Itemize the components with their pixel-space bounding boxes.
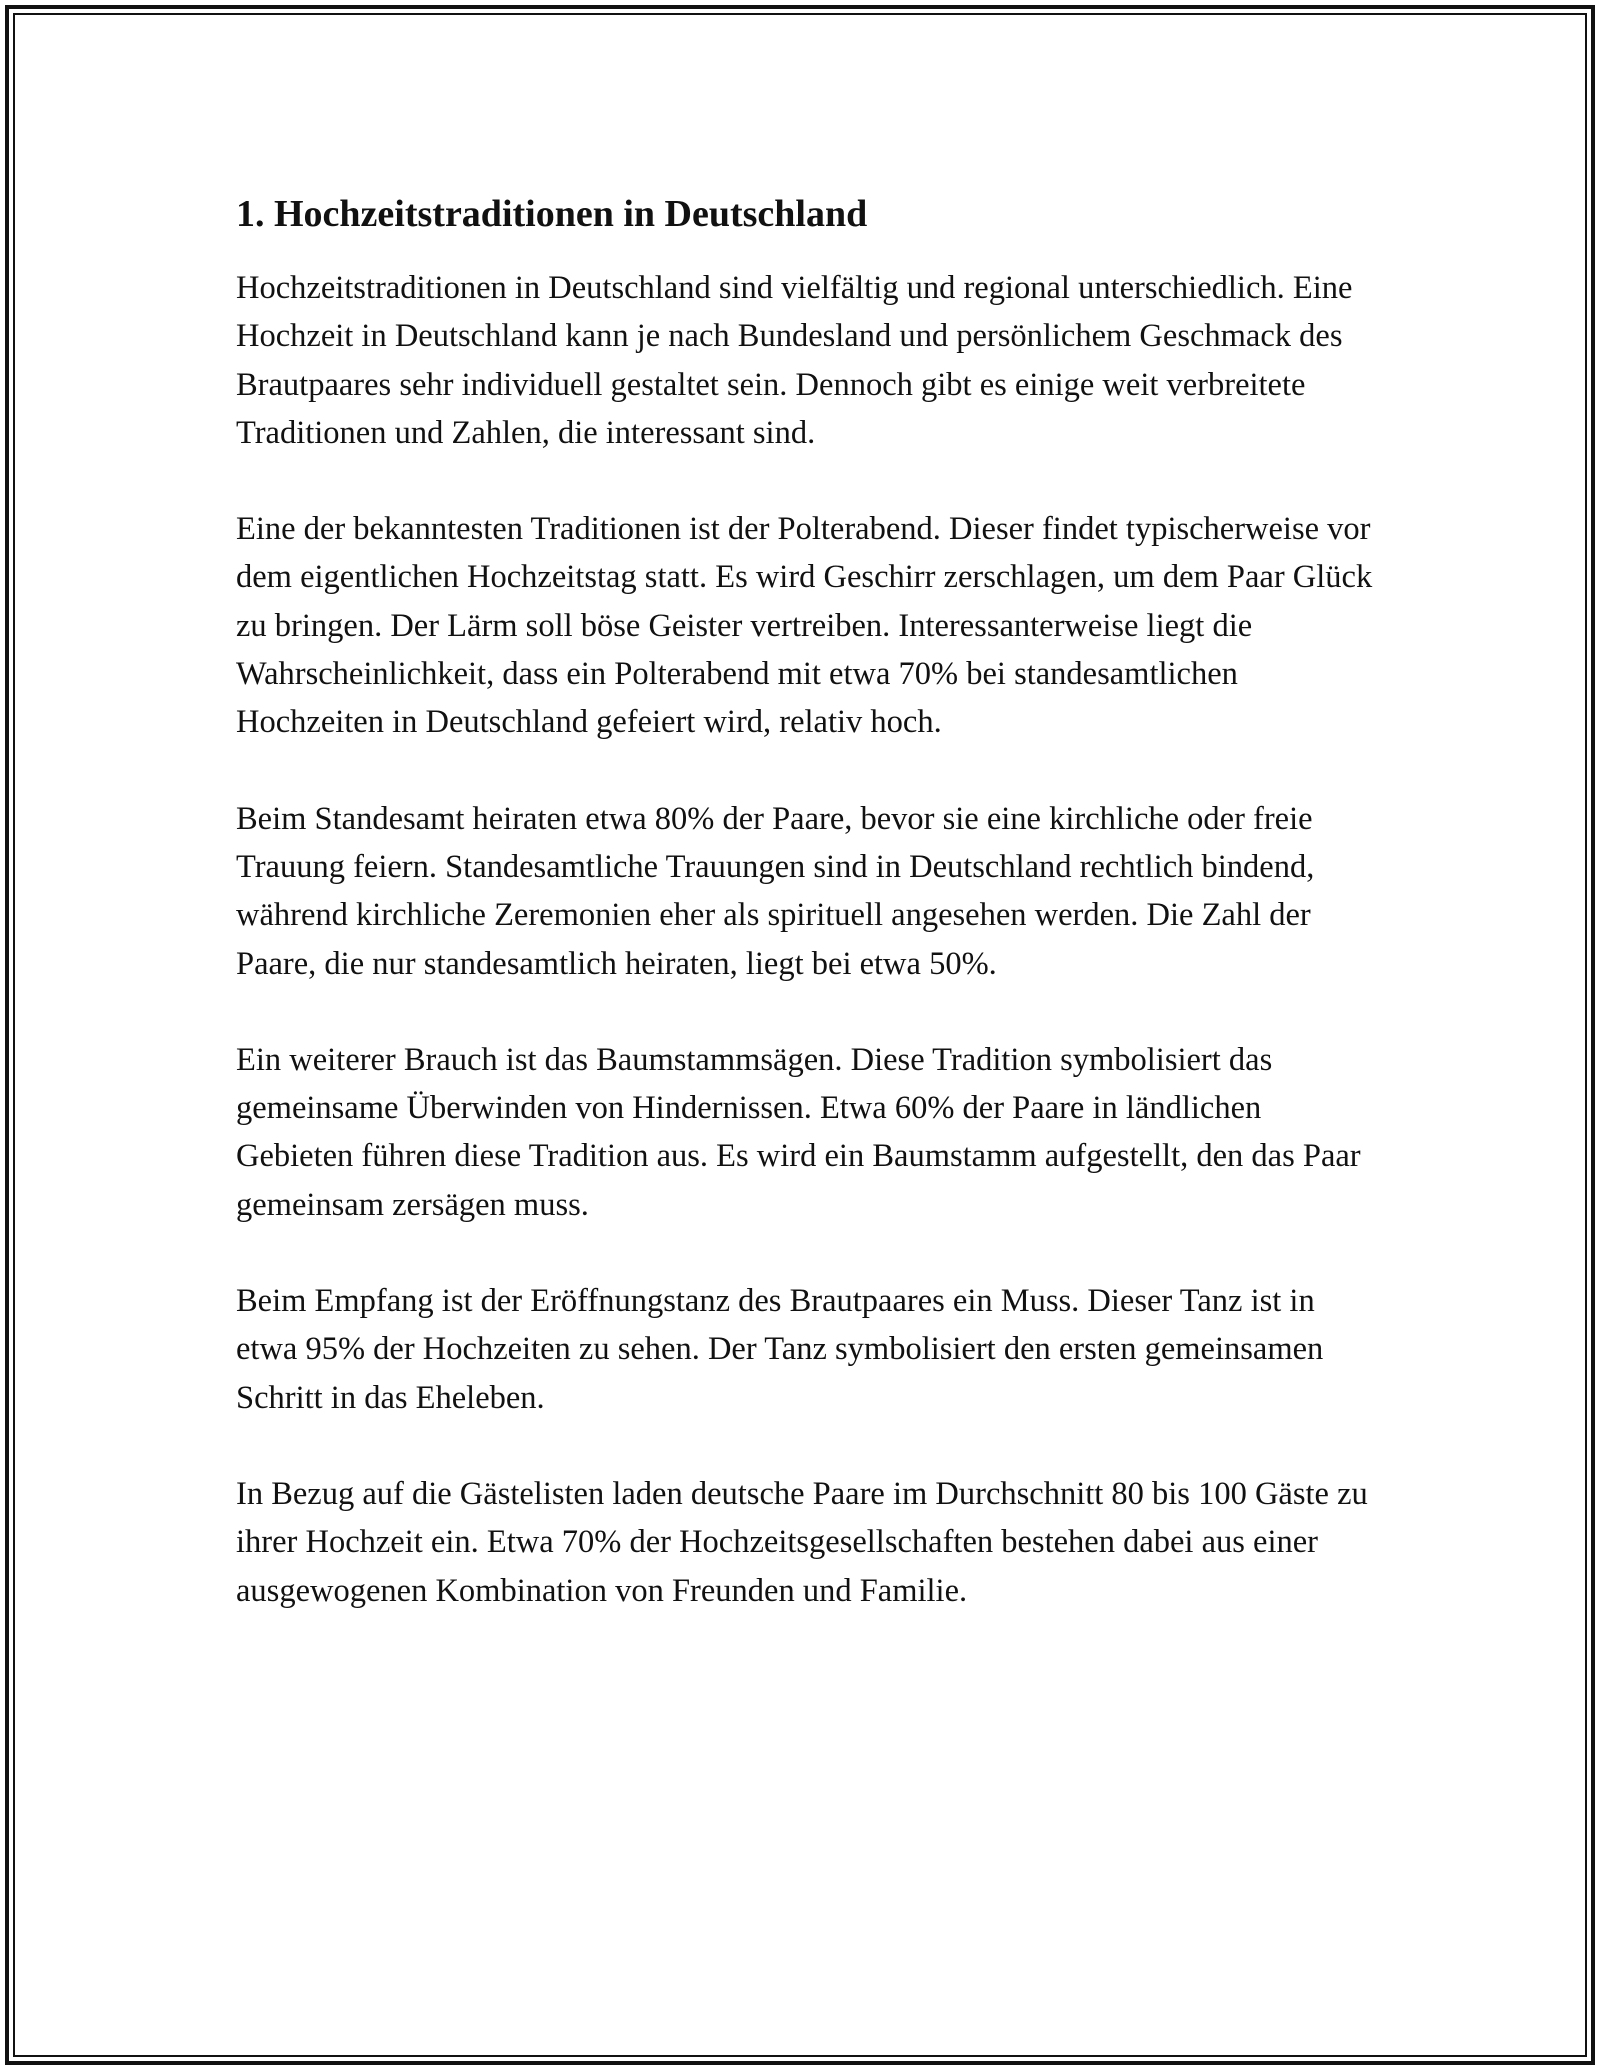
paragraph-intro: Hochzeitstraditionen in Deutschland sind vielfältig und regional unterschiedlich. Eine Hochzeit in Deutschland kann je nach Bundesland und persönlichem Geschmack des Brautpaares sehr individuell gestaltet sein. Dennoch gibt es einige weit verbreitete Traditionen und Zahlen, die interessant sind. — [236, 270, 1353, 451]
paragraph-eroeffnungstanz: Beim Empfang ist der Eröffnungstanz des Brautpaares ein Muss. Dieser Tanz ist in etwa 95% der Hochzeiten zu sehen. Der Tanz symbolisiert den ersten gemeinsamen Schritt in das Eheleben. — [236, 1283, 1324, 1416]
section-title: 1. Hochzeitstraditionen in Deutschland — [236, 193, 868, 235]
paragraph-polterabend: Eine der bekanntesten Traditionen ist der Polterabend. Dieser findet typischerweise vor dem eigentlichen Hochzeitstag statt. Es wird Geschirr zerschlagen, um dem Paar Glück zu bringen. Der Lärm soll böse Geister vertreiben. Interessanterweise liegt die Wahrscheinlichkeit, dass ein Polterabend mit etwa 70% bei standesamtlichen Hochzeiten in Deutschland gefeiert wird, relativ hoch. — [236, 511, 1373, 741]
paragraph-gaesteliste: In Bezug auf die Gästelisten laden deutsche Paare im Durchschnitt 80 bis 100 Gäste zu ihrer Hochzeit ein. Etwa 70% der Hochzeitsgesellschaften bestehen dabei aus einer ausgewogenen Kombination von Freunden und Familie. — [236, 1475, 1368, 1609]
paragraph-standesamt: Beim Standesamt heiraten etwa 80% der Paare, bevor sie eine kirchliche oder freie Trauung feiern. Standesamtliche Trauungen sind in Deutschland rechtlich bindend, während kirchliche Zeremonien eher als spirituell angesehen werden. Die Zahl der Paare, die nur standesamtlich heiraten, liegt bei etwa 50%. — [236, 800, 1315, 982]
document-body — [236, 186, 1376, 1663]
paragraph-baumstammsaegen: Ein weiterer Brauch ist das Baumstammsägen. Diese Tradition symbolisiert das gemeinsame Überwinden von Hindernissen. Etwa 60% der Paare in ländlichen Gebieten führen diese Tradition aus. Es wird ein Baumstamm aufgestellt, den das Paar gemeinsam zersägen muss. — [236, 1041, 1361, 1223]
